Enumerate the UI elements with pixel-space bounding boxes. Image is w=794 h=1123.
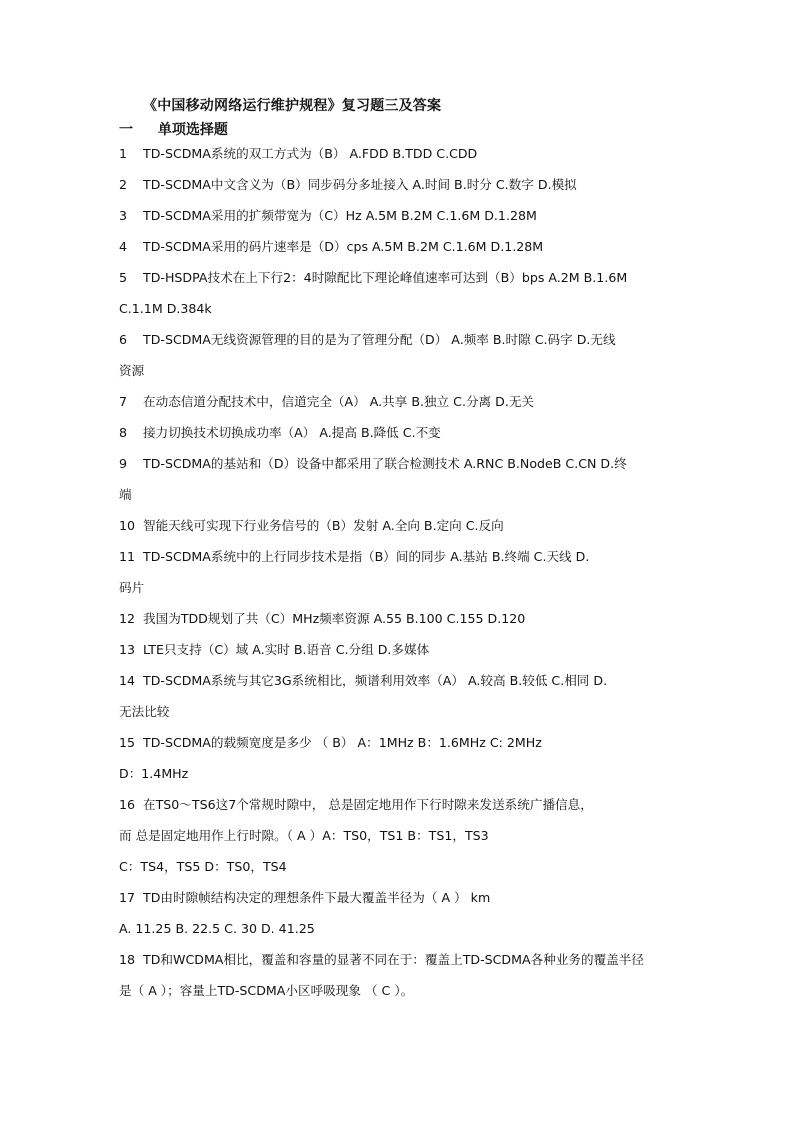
question-text: 而 总是固定地用作上行时隙。（ A ）A：TS0，TS1 B：TS1，TS3 [119,828,489,843]
question-text: D：1.4MHz [119,766,189,781]
question-line [119,207,679,225]
question-text: 我国为TDD规划了共（C）MHz频率资源 A.55 B.100 C.155 D.120 [143,611,526,626]
question-line [119,951,679,969]
question-line [119,517,679,535]
question-text: 智能天线可实现下行业务信号的（B）发射 A.全向 B.定向 C.反向 [143,518,504,533]
question-text: TD-SCDMA中文含义为（B）同步码分多址接入 A.时间 B.时分 C.数字 D.模拟 [143,177,577,192]
question-text: 资源 [119,363,145,378]
question-line [119,548,679,566]
question-line [119,238,679,256]
question-line [119,889,679,907]
question-text: 在TS0～TS6这7个常规时隙中， 总是固定地用作下行时隙来发送系统广播信息， [143,797,593,812]
question-line [119,393,679,411]
question-number: 15 [119,735,136,750]
question-continuation [119,920,679,938]
question-number: 2 [119,177,128,192]
question-text: C：TS4，TS5 D：TS0，TS4 [119,859,287,874]
question-text: A. 11.25 B. 22.5 C. 30 D. 41.25 [119,921,315,936]
question-continuation [119,982,679,1000]
question-text: TD-SCDMA的基站和（D）设备中都采用了联合检测技术 A.RNC B.NodeB C.CN D.终 [143,456,627,471]
question-number: 16 [119,797,136,812]
question-continuation [119,486,679,504]
question-continuation [119,858,679,876]
question-number: 17 [119,890,136,905]
question-line [119,734,679,752]
question-number: 5 [119,270,128,285]
question-line [119,672,679,690]
question-number: 10 [119,518,136,533]
question-line [119,424,679,442]
question-text: TD-SCDMA的载频宽度是多少 （ B） A：1MHz B：1.6MHz C: 2MHz [143,735,542,750]
question-line [119,610,679,628]
question-text: TD-SCDMA系统与其它3G系统相比，频谱利用效率（A） A.较高 B.较低 C.相同 D. [143,673,608,688]
question-text: 是（ A ）；容量上TD-SCDMA小区呼吸现象 （ C ）。 [119,983,414,998]
question-line [119,331,679,349]
question-line [119,641,679,659]
question-continuation [119,765,679,783]
question-number: 9 [119,456,128,471]
question-number: 18 [119,952,136,967]
question-number: 4 [119,239,128,254]
question-continuation [119,703,679,721]
question-text: TD-SCDMA无线资源管理的目的是为了管理分配（D） A.频率 B.时隙 C.码字 D.无线 [143,332,616,347]
question-continuation [119,362,679,380]
document-title: 《中国移动网络运行维护规程》复习题三及答案 [143,98,442,114]
question-text: C.1.1M D.384k [119,301,212,316]
question-line [119,455,679,473]
question-continuation [119,827,679,845]
question-text: TD-SCDMA采用的码片速率是（D）cps A.5M B.2M C.1.6M D.1.28M [143,239,544,254]
question-text: TD-SCDMA采用的扩频带宽为（C）Hz A.5M B.2M C.1.6M D.1.28M [143,208,537,223]
question-number: 12 [119,611,136,626]
question-number: 1 [119,146,128,161]
question-continuation [119,579,679,597]
question-number: 11 [119,549,136,564]
question-number: 3 [119,208,128,223]
question-text: 接力切换技术切换成功率（A） A.提高 B.降低 C.不变 [143,425,441,440]
question-text: 端 [119,487,132,502]
question-line [119,796,679,814]
question-number: 14 [119,673,136,688]
question-continuation [119,300,679,318]
question-number: 7 [119,394,128,409]
question-text: TD-SCDMA系统中的上行同步技术是指（B）间的同步 A.基站 B.终端 C.天线 D. [143,549,590,564]
question-number: 6 [119,332,128,347]
question-text: 码片 [119,580,145,595]
section-label: 单项选择题 [157,122,228,138]
section-number: 一 [119,122,133,138]
question-line [119,176,679,194]
question-text: TD和WCDMA相比，覆盖和容量的显著不同在于：覆盖上TD-SCDMA各种业务的覆盖半径 [143,952,644,967]
question-line [119,269,679,287]
question-text: TD-HSDPA技术在上下行2：4时隙配比下理论峰值速率可达到（B）bps A.2M B.1.6M [143,270,628,285]
question-text: 无法比较 [119,704,170,719]
question-text: TD-SCDMA系统的双工方式为（B） A.FDD B.TDD C.CDD [143,146,478,161]
question-line [119,145,679,163]
question-text: 在动态信道分配技术中，信道完全（A） A.共享 B.独立 C.分离 D.无关 [143,394,535,409]
section-heading [119,119,228,139]
question-text: LTE只支持（C）域 A.实时 B.语音 C.分组 D.多媒体 [143,642,430,657]
question-text: TD由时隙帧结构决定的理想条件下最大覆盖半径为（ A ） km [143,890,491,905]
question-number: 8 [119,425,128,440]
question-number: 13 [119,642,136,657]
